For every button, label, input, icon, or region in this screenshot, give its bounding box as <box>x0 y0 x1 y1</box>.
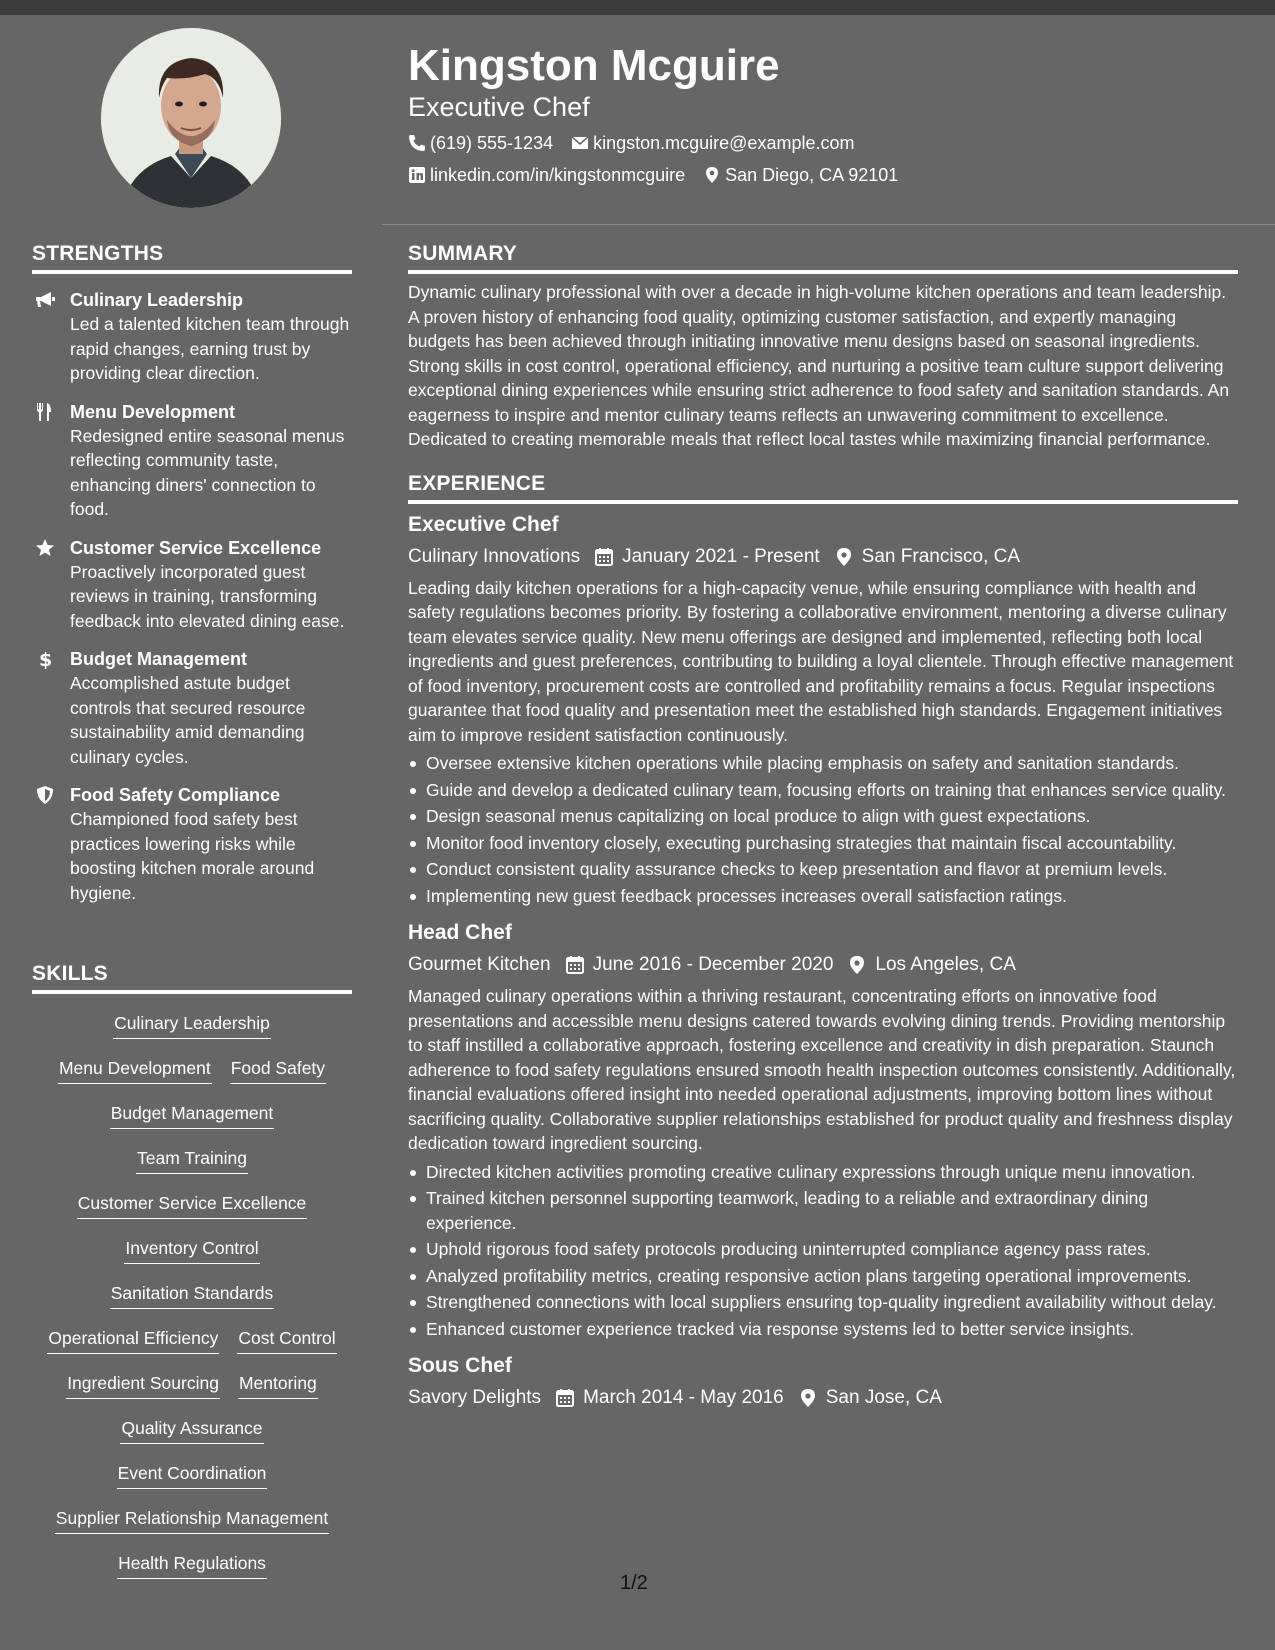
strengths-heading: STRENGTHS <box>32 242 352 274</box>
strength-description: Proactively incorporated guest reviews in training, transforming feedback into elevated dining ease. <box>70 561 345 631</box>
experience-heading: EXPERIENCE <box>408 472 1238 504</box>
strength-description: Accomplished astute budget controls that secured resource sustainability amid demanding culinary cycles. <box>70 673 306 767</box>
profile-photo <box>101 28 281 208</box>
bullet-item: Enhanced customer experience tracked via response systems led to better service insights. <box>408 1317 1238 1342</box>
location-name: Los Angeles, CA <box>875 954 1016 975</box>
job-entry <box>408 1351 1238 1411</box>
resume-header <box>408 40 1238 187</box>
bullet-item: Trained kitchen personnel supporting teamwork, leading to a reliable and extraordinary dining experience. <box>408 1186 1238 1235</box>
strength-item <box>32 288 352 386</box>
job-location <box>798 1385 942 1411</box>
job-description: Managed culinary operations within a thriving restaurant, concentrating efforts on innovative food presentations and accessible menu designs catered towards evolving dining trends. Providing mentorship to staff instilled a collaborative approach, fostering excellence and creativity in dish preparation. Staunch adherence to food safety regulations ensured smooth health inspection outcomes consistently. Additionally, financial evaluations offered insight into needed operational adjustments, improving bottom lines without sacrificing quality. Collaborative supplier relationships established for product quality and freshness display dedication toward ingredient sourcing. <box>408 986 1236 1153</box>
job-entry <box>408 918 1238 1341</box>
skill-tag: Quality Assurance <box>120 1416 263 1444</box>
linkedin-text: linkedin.com/in/kingstonmcguire <box>430 165 686 185</box>
contact-row <box>408 163 1238 187</box>
job-dates <box>594 544 820 570</box>
job-meta <box>408 544 1238 570</box>
linkedin-contact[interactable] <box>408 163 685 187</box>
job-description: Leading daily kitchen operations for a high-capacity venue, while ensuring compliance with health and safety regulations becomes priority. By fostering a collaborative environment, mentoring a diverse culinary team elevates service quality. New menu offerings are designed and implemented, reflecting both local ingredients and guest preferences, contributing to building a loyal clientele. Through effective management of food inventory, procurement costs are controlled and profitability remains a focus. Regular inspections guarantee that food quality and presentation meet the established high standards. Engagement initiatives aim to improve resident satisfaction continuously. <box>408 577 1234 745</box>
skill-row <box>32 1416 352 1444</box>
strength-description: Redesigned entire seasonal menus reflecting community taste, enhancing diners' connection to food. <box>70 425 345 519</box>
svg-text:$: $ <box>39 649 53 669</box>
header-divider <box>382 224 1275 225</box>
location-name: San Jose, CA <box>825 1387 942 1408</box>
strengths-section <box>32 242 352 905</box>
bullet-item: Uphold rigorous food safety protocols producing uninterrupted compliance agency pass rates. <box>408 1237 1238 1262</box>
candidate-name: Kingston Mcguire <box>408 41 780 90</box>
page-number: 1/2 <box>620 1572 648 1594</box>
job-bullets <box>408 1160 1238 1342</box>
bullet-item: Conduct consistent quality assurance checks to keep presentation and flavor at premium levels. <box>408 857 1238 882</box>
bullet-item: Oversee extensive kitchen operations while placing emphasis on safety and sanitation standards. <box>408 751 1238 776</box>
date-range: March 2014 - May 2016 <box>583 1387 784 1408</box>
summary-text: Dynamic culinary professional with over a decade in high-volume kitchen operations and team leadership. A proven history of enhancing food quality, optimizing customer satisfaction, and expertly managing budgets has been achieved through initiating innovative menu designs based on seasonal ingredients. Strong skills in cost control, operational efficiency, and nurturing a positive team culture support delivering exceptional dining experiences while ensuring strict adherence to food safety and sanitation standards. An eagerness to inspire and mentor culinary teams reflects an unwavering commitment to excellence. Dedicated to creating memorable meals that reflect local tastes while maximizing financial performance. <box>408 282 1230 449</box>
location-contact <box>703 163 898 187</box>
skill-tag: Customer Service Excellence <box>77 1191 308 1219</box>
strength-title: Food Safety Compliance <box>70 785 281 805</box>
skill-row <box>32 1371 352 1399</box>
envelope-icon <box>571 134 589 152</box>
email-text: kingston.mcguire@example.com <box>593 133 855 153</box>
top-bar <box>0 0 1275 15</box>
bullet-item: Monitor food inventory closely, executing purchasing strategies that maintain fiscal accountability. <box>408 831 1238 856</box>
date-range: January 2021 - Present <box>622 545 820 567</box>
bullet-item: Guide and develop a dedicated culinary team, focusing efforts on training that enhances service quality. <box>408 778 1238 803</box>
skill-row <box>32 1101 352 1129</box>
job-company <box>408 952 551 978</box>
strength-title: Culinary Leadership <box>70 290 244 310</box>
bullet-item: Strengthened connections with local suppliers ensuring top-quality ingredient availability without delay. <box>408 1290 1238 1315</box>
skill-tag: Budget Management <box>110 1101 274 1129</box>
skill-row <box>32 1011 352 1039</box>
strength-title: Budget Management <box>70 649 248 669</box>
skill-row <box>32 1056 352 1084</box>
company-name: Culinary Innovations <box>408 545 581 567</box>
job-company <box>408 544 580 570</box>
job-title: Head Chef <box>408 921 512 944</box>
job-meta <box>408 1385 1238 1411</box>
skill-tag: Event Coordination <box>117 1461 268 1489</box>
skill-tag: Operational Efficiency <box>47 1326 219 1354</box>
company-name: Savory Delights <box>408 1387 542 1408</box>
calendar-icon <box>594 547 614 567</box>
skill-tag: Food Safety <box>230 1056 326 1084</box>
strength-item <box>32 536 352 634</box>
linkedin-icon <box>408 166 426 184</box>
skill-row <box>32 1326 352 1354</box>
location-text: San Diego, CA 92101 <box>725 165 899 185</box>
main-column <box>408 242 1238 1411</box>
job-company <box>408 1385 541 1411</box>
strength-title: Customer Service Excellence <box>70 537 322 558</box>
skill-tag: Culinary Leadership <box>113 1011 271 1039</box>
bullet-item: Analyzed profitability metrics, creating responsive action plans targeting operational improvements. <box>408 1264 1238 1289</box>
skill-row <box>32 1506 352 1534</box>
candidate-title: Executive Chef <box>408 92 590 122</box>
strength-item <box>32 783 352 905</box>
job-location <box>847 952 1015 978</box>
contact-row <box>408 131 1238 155</box>
shield-icon <box>34 785 56 805</box>
job-dates <box>565 952 834 978</box>
job-title: Executive Chef <box>408 512 559 536</box>
calendar-icon <box>565 955 585 975</box>
skill-tag: Team Training <box>136 1146 248 1174</box>
job-title: Sous Chef <box>408 1354 512 1377</box>
bullet-item: Implementing new guest feedback processes increases overall satisfaction ratings. <box>408 884 1238 909</box>
portrait-image <box>101 28 281 208</box>
skill-row <box>32 1146 352 1174</box>
job-bullets <box>408 751 1238 908</box>
bullet-item: Design seasonal menus capitalizing on local produce to align with guest expectations. <box>408 804 1238 829</box>
map-pin-icon <box>834 547 854 567</box>
strength-item <box>32 647 352 769</box>
map-pin-icon <box>703 166 721 184</box>
skill-tag: Ingredient Sourcing <box>66 1371 220 1399</box>
company-name: Gourmet Kitchen <box>408 954 551 975</box>
job-location <box>834 544 1020 570</box>
skill-row <box>32 1191 352 1219</box>
bullet-item: Directed kitchen activities promoting creative culinary expressions through unique menu innovation. <box>408 1160 1238 1185</box>
job-dates <box>555 1385 784 1411</box>
phone-icon <box>408 134 426 152</box>
job-meta <box>408 952 1238 978</box>
skill-row <box>32 1551 352 1579</box>
skills-section <box>32 962 352 1579</box>
date-range: June 2016 - December 2020 <box>592 954 834 975</box>
skill-tag: Mentoring <box>238 1371 318 1399</box>
dollar-icon <box>34 649 56 669</box>
star-icon <box>34 538 56 558</box>
calendar-icon <box>555 1388 575 1408</box>
strength-description: Led a talented kitchen team through rapid changes, earning trust by providing clear direction. <box>70 314 350 383</box>
phone-text: (619) 555-1234 <box>430 133 554 153</box>
email-contact[interactable] <box>571 131 854 155</box>
utensils-icon <box>34 402 56 422</box>
strength-title: Menu Development <box>70 401 236 422</box>
skill-row <box>32 1281 352 1309</box>
skill-row <box>32 1461 352 1489</box>
megaphone-icon <box>34 290 56 310</box>
job-entry <box>408 510 1238 909</box>
location-name: San Francisco, CA <box>861 545 1021 567</box>
strength-item <box>32 400 352 522</box>
skill-tag: Sanitation Standards <box>110 1281 274 1309</box>
skill-tag: Inventory Control <box>124 1236 259 1264</box>
strength-description: Championed food safety best practices lowering risks while boosting kitchen morale around hygiene. <box>70 809 315 903</box>
skills-heading: SKILLS <box>32 962 352 994</box>
skill-tag: Health Regulations <box>117 1551 267 1579</box>
skill-tag: Menu Development <box>58 1056 212 1084</box>
map-pin-icon <box>798 1388 818 1408</box>
map-pin-icon <box>847 955 867 975</box>
phone-contact[interactable] <box>408 131 553 155</box>
summary-heading: SUMMARY <box>408 242 1238 274</box>
skill-tag: Cost Control <box>237 1326 336 1354</box>
skill-tag: Supplier Relationship Management <box>55 1506 329 1534</box>
skill-row <box>32 1236 352 1264</box>
